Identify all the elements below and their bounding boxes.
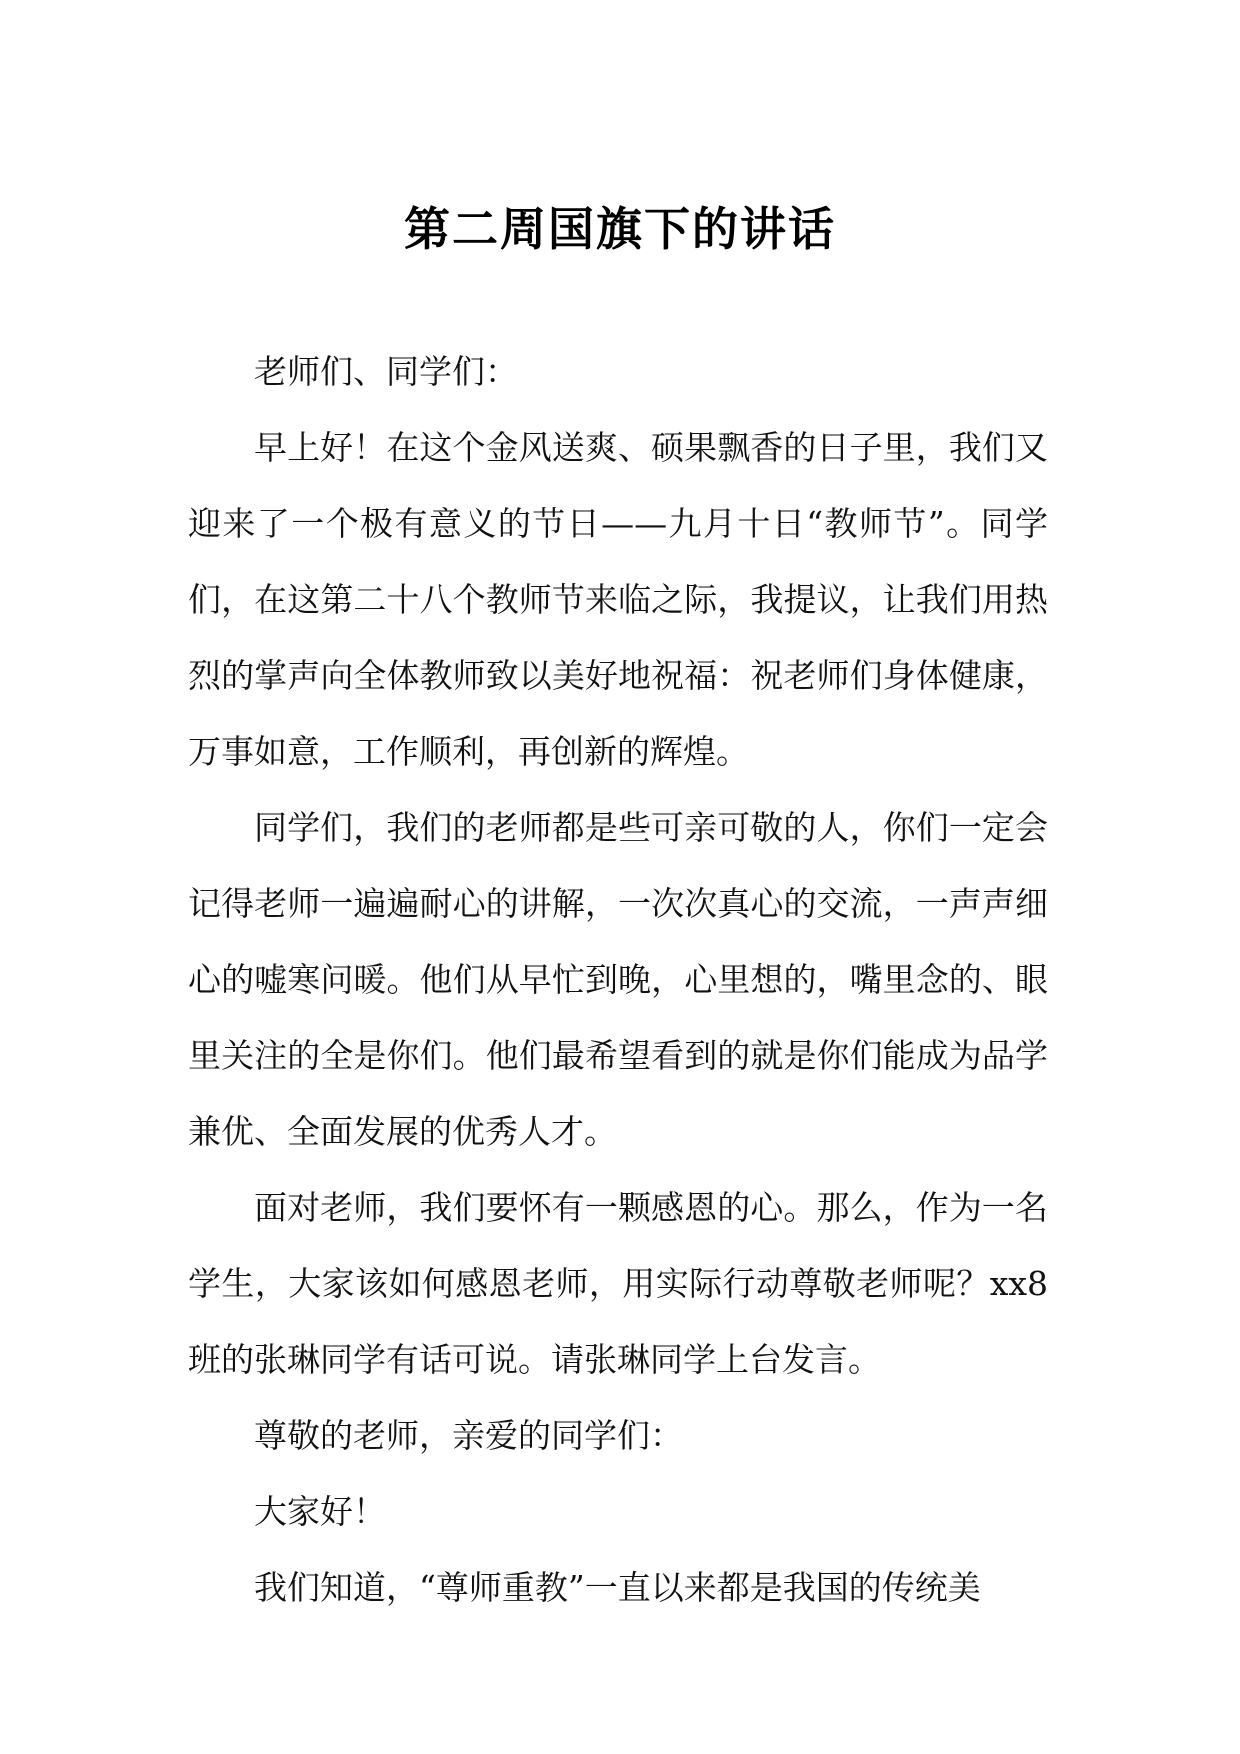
paragraph-hello: 大家好！: [254, 1492, 386, 1531]
paragraph-teachers-care: 同学们，我们的老师都是些可亲可敬的人，你们一定会记得老师一遍遍耐心的讲解，一次次真心的交流，一声声细心的嘘寒问暖。他们从早忙到晚，心里想的，嘴里念的、眼里关注的全是你们。他们最希望看到的就是你们能成为品学兼优、全面发展的优秀人才。: [188, 808, 1048, 1151]
paragraph-tradition: 我们知道，“尊师重教”一直以来都是我国的传统美: [254, 1568, 981, 1607]
document-body: [188, 334, 1048, 1626]
paragraph-gratitude: 面对老师，我们要怀有一颗感恩的心。那么，作为一名学生，大家该如何感恩老师，用实际行动尊敬老师呢？xx8班的张琳同学有话可说。请张琳同学上台发言。: [188, 1188, 1048, 1379]
paragraph-teachers-day: 早上好！在这个金风送爽、硕果飘香的日子里，我们又迎来了一个极有意义的节日——九月十日“教师节”。同学们，在这第二十八个教师节来临之际，我提议，让我们用热烈的掌声向全体教师致以美好地祝福：祝老师们身体健康，万事如意，工作顺利，再创新的辉煌。: [188, 428, 1048, 771]
paragraph-speech-greeting: 尊敬的老师，亲爱的同学们：: [254, 1416, 683, 1455]
paragraph-greeting: 老师们、同学们：: [254, 352, 518, 391]
document-title: 第二周国旗下的讲话: [404, 201, 836, 256]
